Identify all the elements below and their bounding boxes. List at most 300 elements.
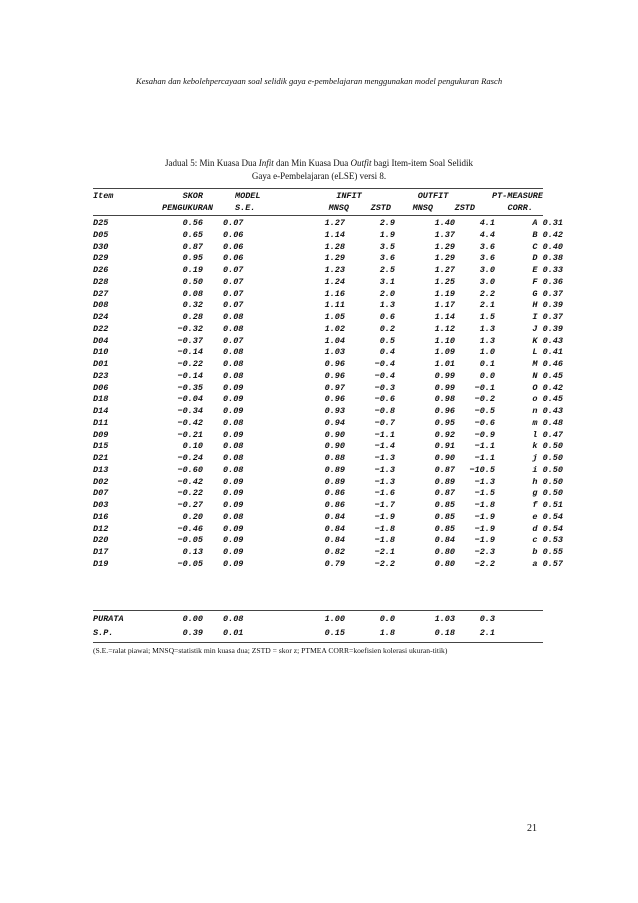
footer-top-rule (93, 610, 543, 611)
cell-se: 0.08 (223, 453, 244, 463)
table-row (93, 453, 563, 465)
cell-skor: −0.60 (177, 464, 203, 475)
cell-corr: l 0.47 (532, 429, 563, 440)
header-infit: INFIT (336, 191, 362, 201)
cell-outfit-zstd: −1.1 (474, 441, 495, 452)
cell-item: D12 (93, 523, 109, 534)
cell-outfit-mnsq: 1.29 (434, 253, 455, 264)
cell-outfit-zstd: −1.9 (474, 535, 495, 546)
cell-skor: 0.19 (182, 265, 203, 275)
header-bottom-rule (93, 215, 543, 216)
table-row (93, 430, 563, 442)
cell-item: D23 (93, 370, 109, 381)
table-row (93, 488, 563, 500)
cell-se: 0.08 (223, 417, 244, 428)
cell-corr: b 0.55 (532, 547, 563, 557)
cell-se: 0.09 (223, 429, 244, 440)
cell-item: D21 (93, 453, 109, 463)
cell-infit-zstd: 2.0 (379, 288, 395, 299)
cell-outfit-zstd: 3.0 (479, 276, 495, 287)
table-row (93, 418, 563, 430)
cell-corr: a 0.57 (532, 558, 563, 569)
cell-infit-zstd: 1.3 (379, 300, 395, 311)
cell-item: D08 (93, 300, 109, 311)
cell-outfit-zstd: −1.8 (474, 500, 495, 510)
cell-corr: J 0.39 (532, 323, 563, 334)
cell-outfit-zstd: 0.3 (479, 614, 495, 624)
cell-item: D01 (93, 359, 109, 369)
cell-se: 0.09 (223, 535, 244, 546)
cell-outfit-mnsq: 0.80 (434, 547, 455, 557)
cell-infit-mnsq: 0.89 (324, 476, 345, 487)
cell-se: 0.09 (223, 547, 244, 557)
cell-skor: −0.24 (177, 453, 203, 463)
header-corr: CORR. (507, 202, 533, 213)
cell-corr: D 0.38 (532, 253, 563, 264)
table-row (93, 289, 563, 301)
cell-corr: d 0.54 (532, 523, 563, 534)
cell-corr: c 0.53 (532, 535, 563, 546)
table-caption (0, 157, 638, 182)
header-se: S.E. (235, 202, 256, 213)
cell-infit-zstd: 2.9 (379, 218, 395, 228)
cell-infit-mnsq: 0.84 (324, 511, 345, 522)
cell-infit-zstd: −2.1 (374, 547, 395, 557)
cell-infit-mnsq: 0.96 (324, 370, 345, 381)
cell-infit-mnsq: 0.82 (324, 547, 345, 557)
table-row (93, 465, 563, 477)
cell-corr: F 0.36 (532, 276, 563, 287)
cell-infit-mnsq: 1.05 (324, 312, 345, 322)
cell-outfit-mnsq: 0.96 (434, 406, 455, 416)
cell-outfit-zstd: 3.6 (479, 241, 495, 252)
cell-skor: −0.22 (177, 359, 203, 369)
cell-infit-mnsq: 1.14 (324, 229, 345, 240)
cell-outfit-mnsq: 1.27 (434, 265, 455, 275)
table-row (93, 371, 563, 383)
cell-outfit-zstd: 3.0 (479, 265, 495, 275)
cell-item: D25 (93, 218, 109, 228)
cell-infit-zstd: 1.8 (379, 628, 395, 638)
cell-se: 0.09 (223, 488, 244, 499)
cell-outfit-zstd: −0.2 (474, 394, 495, 405)
cell-infit-zstd: 0.4 (379, 347, 395, 358)
header-outfit-mnsq: MNSQ (412, 202, 433, 213)
cell-se: 0.08 (223, 464, 244, 475)
cell-outfit-mnsq: 1.01 (434, 359, 455, 369)
cell-corr: o 0.45 (532, 394, 563, 405)
cell-se: 0.08 (223, 511, 244, 522)
cell-se: 0.08 (223, 312, 244, 322)
cell-se: 0.06 (223, 229, 244, 240)
summary-row (93, 612, 563, 626)
cell-outfit-mnsq: 0.85 (434, 523, 455, 534)
cell-infit-mnsq: 0.96 (324, 394, 345, 405)
header-infit-mnsq: MNSQ (328, 202, 349, 213)
table-row (93, 347, 563, 359)
cell-infit-zstd: −1.8 (374, 535, 395, 546)
cell-infit-mnsq: 1.24 (324, 276, 345, 287)
cell-skor: −0.05 (177, 558, 203, 569)
cell-outfit-zstd: 1.3 (479, 323, 495, 334)
cell-infit-zstd: −1.3 (374, 476, 395, 487)
cell-infit-mnsq: 0.89 (324, 464, 345, 475)
cell-infit-zstd: −1.1 (374, 429, 395, 440)
cell-se: 0.08 (223, 370, 244, 381)
cell-outfit-mnsq: 0.99 (434, 382, 455, 393)
cell-infit-mnsq: 1.27 (324, 218, 345, 228)
cell-outfit-mnsq: 0.90 (434, 453, 455, 463)
cell-outfit-zstd: −0.5 (474, 406, 495, 416)
cell-item: D20 (93, 535, 109, 546)
cell-item: D26 (93, 265, 109, 275)
cell-infit-mnsq: 0.86 (324, 488, 345, 499)
table-row (93, 535, 563, 547)
cell-outfit-zstd: 3.6 (479, 253, 495, 264)
cell-outfit-zstd: −0.1 (474, 382, 495, 393)
cell-item: D22 (93, 323, 109, 334)
cell-outfit-zstd: −10.5 (469, 464, 495, 475)
cell-infit-mnsq: 1.29 (324, 253, 345, 264)
cell-se: 0.08 (223, 614, 244, 624)
table-row (93, 230, 563, 242)
cell-corr: g 0.50 (532, 488, 563, 499)
table-row (93, 312, 563, 324)
cell-corr: C 0.40 (532, 241, 563, 252)
cell-outfit-mnsq: 1.03 (434, 614, 455, 624)
cell-infit-zstd: −1.6 (374, 488, 395, 499)
cell-outfit-zstd: 2.1 (479, 628, 495, 638)
table-row (93, 336, 563, 348)
cell-infit-mnsq: 0.88 (324, 453, 345, 463)
cell-corr: j 0.50 (532, 453, 563, 463)
cell-outfit-zstd: 1.5 (479, 312, 495, 322)
caption-line-1 (0, 157, 638, 170)
cell-corr (495, 612, 563, 626)
cell-infit-mnsq: 1.04 (324, 335, 345, 346)
cell-infit-zstd: −0.4 (374, 370, 395, 381)
summary-row (93, 626, 563, 640)
cell-se: 0.09 (223, 523, 244, 534)
cell-item: D03 (93, 500, 109, 510)
cell-skor: −0.34 (177, 406, 203, 416)
cell-infit-zstd: 0.0 (379, 614, 395, 624)
cell-skor: 0.87 (182, 241, 203, 252)
cell-outfit-mnsq: 1.12 (434, 323, 455, 334)
cell-corr: i 0.50 (532, 464, 563, 475)
cell-infit-mnsq: 1.02 (324, 323, 345, 334)
cell-item: D02 (93, 476, 109, 487)
cell-corr: L 0.41 (532, 347, 563, 358)
cell-infit-mnsq: 0.84 (324, 535, 345, 546)
cell-outfit-zstd: 0.0 (479, 370, 495, 381)
cell-outfit-mnsq: 0.87 (434, 464, 455, 475)
cell-infit-mnsq: 1.11 (324, 300, 345, 311)
cell-infit-mnsq: 0.15 (324, 628, 345, 638)
cell-outfit-zstd: −1.9 (474, 523, 495, 534)
cell-infit-zstd: −1.3 (374, 464, 395, 475)
cell-skor: 0.39 (182, 628, 203, 638)
cell-infit-mnsq: 0.94 (324, 417, 345, 428)
cell-outfit-mnsq: 1.29 (434, 241, 455, 252)
cell-infit-mnsq: 0.84 (324, 523, 345, 534)
table-row (93, 218, 563, 230)
table-row (93, 441, 563, 453)
cell-outfit-zstd: −0.9 (474, 429, 495, 440)
cell-item: D09 (93, 429, 109, 440)
cell-infit-mnsq: 1.16 (324, 288, 345, 299)
caption-suffix: bagi Item-item Soal Selidik (371, 158, 473, 168)
header-blank (93, 203, 133, 215)
cell-item: D17 (93, 547, 109, 557)
cell-outfit-zstd: 2.1 (479, 300, 495, 311)
cell-corr (495, 626, 563, 640)
cell-infit-mnsq: 1.28 (324, 241, 345, 252)
cell-infit-zstd: −1.3 (374, 453, 395, 463)
cell-infit-zstd: −1.9 (374, 511, 395, 522)
cell-skor: −0.14 (177, 370, 203, 381)
cell-se: 0.09 (223, 394, 244, 405)
cell-outfit-mnsq: 0.80 (434, 558, 455, 569)
cell-outfit-zstd: 4.1 (479, 218, 495, 228)
table-row (93, 253, 563, 265)
cell-outfit-mnsq: 0.18 (434, 628, 455, 638)
cell-skor: −0.35 (177, 382, 203, 393)
cell-corr: e 0.54 (532, 511, 563, 522)
cell-se: 0.07 (223, 335, 244, 346)
cell-se: 0.08 (223, 347, 244, 358)
cell-outfit-mnsq: 1.09 (434, 347, 455, 358)
cell-skor: −0.04 (177, 394, 203, 405)
cell-corr: I 0.37 (532, 312, 563, 322)
header-pt-measure: PT-MEASURE (491, 191, 543, 201)
caption-prefix: Jadual 5: Min Kuasa Dua (165, 158, 259, 168)
cell-outfit-mnsq: 0.99 (434, 370, 455, 381)
cell-outfit-zstd: 0.1 (479, 359, 495, 369)
cell-infit-mnsq: 0.97 (324, 382, 345, 393)
table-footer (93, 612, 563, 640)
cell-se: 0.06 (223, 241, 244, 252)
cell-skor: 0.13 (182, 547, 203, 557)
cell-skor: 0.10 (182, 441, 203, 452)
cell-item: D29 (93, 253, 109, 264)
cell-item: D18 (93, 394, 109, 405)
cell-item: D11 (93, 417, 109, 428)
header-row-1 (93, 191, 543, 203)
cell-skor: 0.95 (182, 253, 203, 264)
header-infit-zstd: ZSTD (370, 202, 391, 213)
cell-infit-mnsq: 0.93 (324, 406, 345, 416)
cell-infit-mnsq: 0.96 (324, 359, 345, 369)
cell-infit-zstd: −0.4 (374, 359, 395, 369)
cell-item: D13 (93, 464, 109, 475)
cell-outfit-mnsq: 0.87 (434, 488, 455, 499)
cell-infit-zstd: 3.5 (379, 241, 395, 252)
cell-se: 0.09 (223, 558, 244, 569)
cell-item: D30 (93, 241, 109, 252)
cell-skor: 0.32 (182, 300, 203, 311)
cell-skor: −0.21 (177, 429, 203, 440)
cell-infit-zstd: 1.9 (379, 229, 395, 240)
page-number: 21 (527, 823, 537, 834)
cell-se: 0.09 (223, 500, 244, 510)
cell-corr: B 0.42 (532, 229, 563, 240)
cell-infit-zstd: 0.2 (379, 323, 395, 334)
header-skor: SKOR (182, 191, 203, 201)
cell-outfit-zstd: −1.5 (474, 488, 495, 499)
cell-item: D07 (93, 488, 109, 499)
cell-se: 0.09 (223, 406, 244, 416)
cell-item: D04 (93, 335, 109, 346)
cell-outfit-mnsq: 0.85 (434, 500, 455, 510)
cell-se: 0.07 (223, 265, 244, 275)
table-header (93, 191, 543, 215)
cell-skor: −0.37 (177, 335, 203, 346)
cell-outfit-zstd: −1.3 (474, 476, 495, 487)
caption-mid: dan Min Kuasa Dua (273, 158, 351, 168)
table-row (93, 547, 563, 559)
cell-infit-mnsq: 0.90 (324, 441, 345, 452)
cell-infit-mnsq: 0.79 (324, 558, 345, 569)
header-item: Item (93, 191, 114, 201)
cell-outfit-mnsq: 1.19 (434, 288, 455, 299)
cell-outfit-zstd: 1.0 (479, 347, 495, 358)
cell-item: D28 (93, 276, 109, 287)
cell-infit-zstd: −0.8 (374, 406, 395, 416)
cell-skor: 0.56 (182, 218, 203, 228)
cell-outfit-mnsq: 1.10 (434, 335, 455, 346)
cell-outfit-mnsq: 1.17 (434, 300, 455, 311)
table-row (93, 242, 563, 254)
cell-corr: f 0.51 (532, 500, 563, 510)
table-row (93, 477, 563, 489)
cell-infit-zstd: 0.6 (379, 312, 395, 322)
cell-item: S.P. (93, 628, 114, 638)
table-body (93, 218, 563, 571)
cell-infit-zstd: −0.3 (374, 382, 395, 393)
cell-corr: N 0.45 (532, 370, 563, 381)
cell-infit-zstd: −2.2 (374, 558, 395, 569)
cell-se: 0.07 (223, 276, 244, 287)
cell-skor: −0.27 (177, 500, 203, 510)
cell-se: 0.08 (223, 441, 244, 452)
table-row (93, 500, 563, 512)
cell-outfit-mnsq: 0.85 (434, 511, 455, 522)
table-row (93, 359, 563, 371)
header-outfit-zstd: ZSTD (454, 202, 475, 213)
table-row (93, 406, 563, 418)
cell-infit-zstd: −1.7 (374, 500, 395, 510)
cell-skor: 0.08 (182, 288, 203, 299)
cell-se: 0.09 (223, 382, 244, 393)
cell-outfit-zstd: 1.3 (479, 335, 495, 346)
table-top-rule (93, 188, 543, 189)
cell-outfit-mnsq: 0.91 (434, 441, 455, 452)
cell-se: 0.07 (223, 218, 244, 228)
table-note: (S.E.=ralat piawai; MNSQ=statistik min kuasa dua; ZSTD = skor z; PTMEA CORR=koefisien kolerasi ukuran-titik) (93, 646, 448, 655)
cell-outfit-mnsq: 1.37 (434, 229, 455, 240)
cell-infit-zstd: −0.6 (374, 394, 395, 405)
cell-outfit-mnsq: 1.14 (434, 312, 455, 322)
cell-infit-zstd: 0.5 (379, 335, 395, 346)
table-bottom-rule (93, 642, 543, 643)
cell-corr: H 0.39 (532, 300, 563, 311)
cell-corr: m 0.48 (532, 417, 563, 428)
cell-skor: 0.00 (182, 614, 203, 624)
table-row (93, 300, 563, 312)
cell-infit-mnsq: 1.03 (324, 347, 345, 358)
cell-outfit-mnsq: 0.95 (434, 417, 455, 428)
cell-skor: −0.46 (177, 523, 203, 534)
header-outfit: OUTFIT (417, 191, 449, 201)
cell-skor: 0.20 (182, 511, 203, 522)
caption-outfit: Outfit (350, 158, 372, 168)
cell-item: D16 (93, 511, 109, 522)
cell-infit-zstd: −0.7 (374, 417, 395, 428)
cell-corr: A 0.31 (532, 218, 563, 228)
cell-outfit-mnsq: 1.25 (434, 276, 455, 287)
cell-corr: n 0.43 (532, 406, 563, 416)
cell-outfit-mnsq: 1.40 (434, 218, 455, 228)
cell-item: D14 (93, 406, 109, 416)
cell-outfit-zstd: −2.3 (474, 547, 495, 557)
cell-outfit-mnsq: 0.89 (434, 476, 455, 487)
cell-skor: −0.22 (177, 488, 203, 499)
table-row (93, 277, 563, 289)
cell-item: PURATA (93, 614, 124, 624)
cell-infit-mnsq: 1.00 (324, 614, 345, 624)
cell-outfit-zstd: −2.2 (474, 558, 495, 569)
cell-infit-zstd: −1.4 (374, 441, 395, 452)
cell-se: 0.07 (223, 300, 244, 311)
cell-item: D24 (93, 312, 109, 322)
header-row-2 (93, 203, 543, 215)
cell-infit-zstd: 3.6 (379, 253, 395, 264)
cell-item: D19 (93, 558, 109, 569)
cell-skor: −0.14 (177, 347, 203, 358)
header-pengukuran: PENGUKURAN (161, 202, 213, 213)
table-row (93, 524, 563, 536)
caption-infit: Infit (258, 158, 274, 168)
cell-corr: k 0.50 (532, 441, 563, 452)
table-row (93, 512, 563, 524)
cell-se: 0.01 (223, 628, 244, 638)
header-model: MODEL (235, 191, 261, 201)
cell-outfit-mnsq: 0.92 (434, 429, 455, 440)
table-row (93, 324, 563, 336)
running-head: Kesahan dan kebolehpercayaan soal selidik gaya e-pembelajaran menggunakan model pengukuran Rasch (135, 76, 503, 86)
cell-se: 0.06 (223, 253, 244, 264)
cell-corr: O 0.42 (532, 382, 563, 393)
cell-outfit-zstd: −1.9 (474, 511, 495, 522)
cell-skor: 0.65 (182, 229, 203, 240)
table-row (93, 265, 563, 277)
cell-corr: M 0.46 (532, 359, 563, 369)
cell-item: D10 (93, 347, 109, 358)
cell-infit-zstd: −1.8 (374, 523, 395, 534)
cell-item: D27 (93, 288, 109, 299)
cell-se: 0.08 (223, 323, 244, 334)
cell-skor: 0.28 (182, 312, 203, 322)
cell-se: 0.08 (223, 359, 244, 369)
cell-infit-mnsq: 1.23 (324, 265, 345, 275)
cell-corr: h 0.50 (532, 476, 563, 487)
cell-skor: 0.50 (182, 276, 203, 287)
cell-se: 0.09 (223, 476, 244, 487)
cell-infit-mnsq: 0.90 (324, 429, 345, 440)
caption-line-2: Gaya e-Pembelajaran (eLSE) versi 8. (251, 170, 387, 181)
cell-corr: K 0.43 (532, 335, 563, 346)
